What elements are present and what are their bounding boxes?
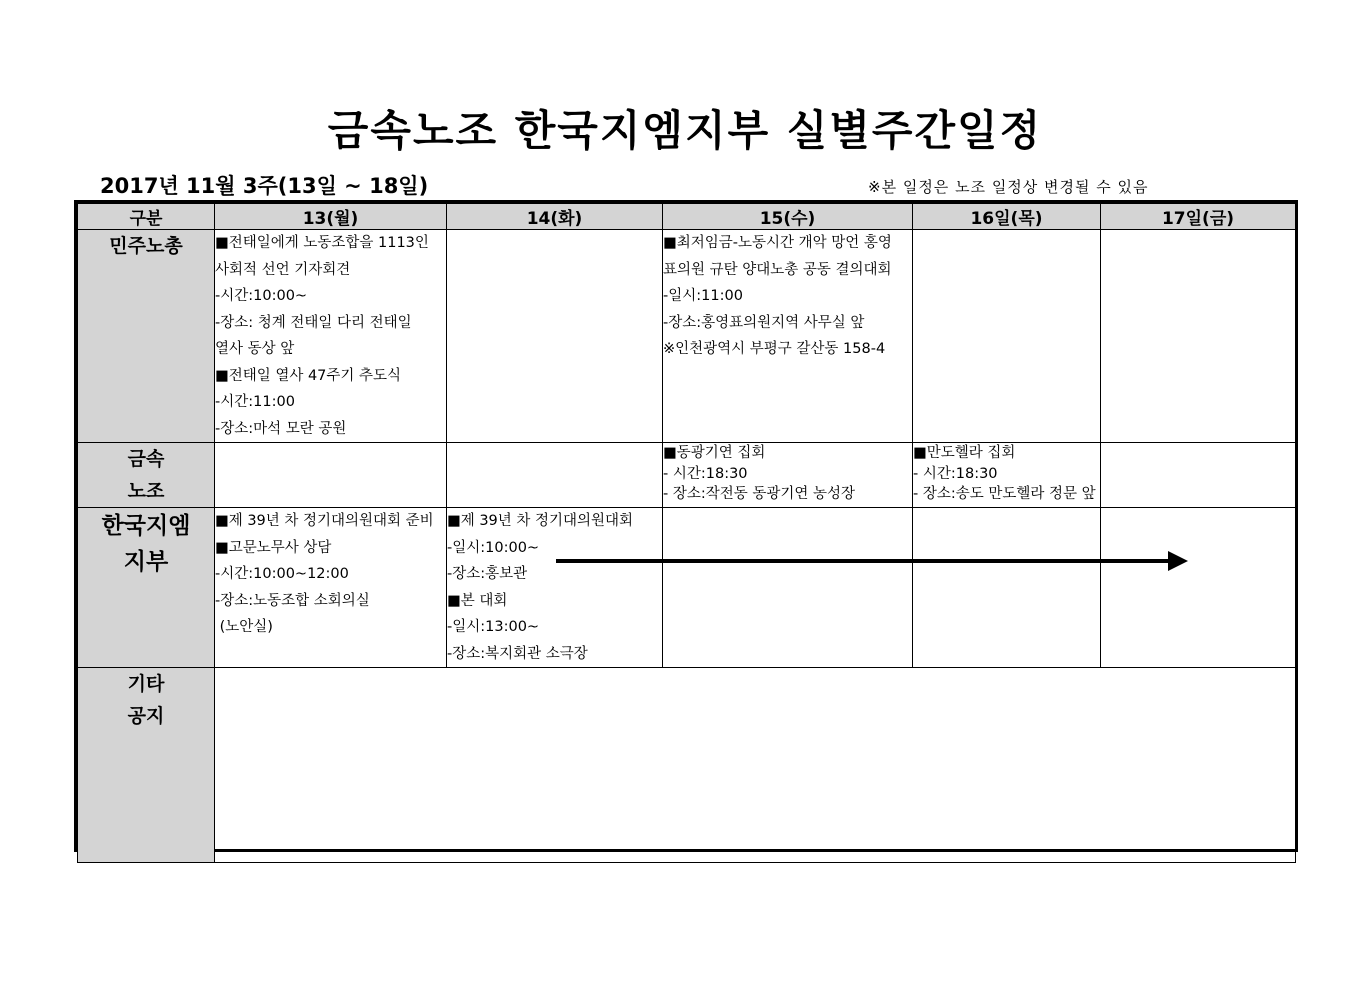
cell-kctu-16	[913, 230, 1101, 443]
row-label-line: 노조	[127, 480, 165, 502]
cell-kmwu-14	[447, 443, 663, 508]
event-line: -장소:복지회관 소극장	[447, 645, 588, 662]
header-day-16: 16일(목)	[913, 204, 1101, 230]
event-line: ■제 39년 차 정기대의원대회	[447, 513, 634, 529]
cell-other-notice	[215, 668, 1296, 863]
document-title: 금속노조 한국지엠지부 실별주간일정	[327, 106, 1043, 155]
event-line: -일시:10:00~	[447, 539, 540, 556]
event-line: -장소: 청계 전태일 다리 전태일	[215, 314, 412, 331]
cell-gm-14	[447, 508, 663, 668]
week-label: 2017년 11월 3주(13일 ~ 18일)	[100, 174, 429, 198]
event-line: - 시간:18:30	[913, 465, 998, 482]
event-line: -시간:11:00	[215, 394, 295, 410]
event-line: - 시간:18:30	[663, 465, 748, 482]
header-day-13: 13(월)	[215, 204, 447, 230]
event-line: - 장소:작전동 동광기연 농성장	[663, 486, 856, 502]
cell-kctu-15	[663, 230, 913, 443]
event-line: -장소:마석 모란 공원	[215, 420, 347, 437]
event-line: -시간:10:00~	[215, 288, 308, 304]
row-label-other-notice	[78, 668, 215, 863]
cell-kmwu-16	[913, 443, 1101, 508]
row-label-line: 금속	[127, 448, 165, 470]
cell-kmwu-15	[663, 443, 913, 508]
header-day-14: 14(화)	[447, 204, 663, 230]
row-label-line: 한국지엠	[101, 513, 191, 539]
event-line: -장소:홍영표의원지역 사무실 앞	[663, 314, 865, 331]
cell-kmwu-17	[1101, 443, 1296, 508]
schedule-change-note: ※본 일정은 노조 일정상 변경될 수 있음	[868, 178, 1149, 196]
event-line: - 장소:송도 만도헬라 정문 앞	[913, 486, 1096, 502]
event-line: ※인천광역시 부평구 갈산동 158-4	[663, 341, 886, 357]
event-line: 열사 동상 앞	[215, 341, 295, 357]
event-line: ■고문노무사 상담	[215, 539, 332, 556]
event-line: ■전태일 열사 47주기 추도식	[215, 367, 402, 384]
row-label-line: 기타	[127, 673, 165, 695]
row-other-notice	[78, 668, 1296, 863]
event-line: (노안실)	[215, 619, 273, 635]
event-line: ■전태일에게 노동조합을 1113인	[215, 235, 429, 251]
row-label-kctu	[78, 230, 215, 443]
event-line: ■제 39년 차 정기대의원대회 준비	[215, 513, 434, 529]
cell-gm-17	[1101, 508, 1296, 668]
event-line: ■동광기연 집회	[663, 445, 766, 461]
event-line: -장소:홍보관	[447, 566, 528, 582]
header-row	[78, 204, 1296, 230]
row-gm-korea-branch	[78, 508, 1296, 668]
event-line: 사회적 선언 기자회견	[215, 261, 351, 278]
cell-kmwu-13	[215, 443, 447, 508]
row-label-gm-korea-branch	[78, 508, 215, 668]
event-line: ■본 대회	[447, 592, 508, 609]
event-line: -시간:10:00~12:00	[215, 566, 349, 582]
weekly-schedule-table	[77, 203, 1296, 863]
header-category: 구분	[78, 204, 215, 230]
cell-gm-13	[215, 508, 447, 668]
event-line: -일시:11:00	[663, 288, 743, 304]
cell-kctu-13	[215, 230, 447, 443]
row-kmwu	[78, 443, 1296, 508]
cell-kctu-14	[447, 230, 663, 443]
event-line: -장소:노동조합 소회의실	[215, 592, 370, 609]
cell-kctu-17	[1101, 230, 1296, 443]
row-label-line: 공지	[127, 705, 165, 727]
event-line: ■만도헬라 집회	[913, 445, 1016, 461]
event-line: -일시:13:00~	[447, 619, 540, 635]
row-label-line: 민주노총	[109, 235, 183, 257]
event-line: 표의원 규탄 양대노총 공동 결의대회	[663, 261, 892, 278]
row-kctu	[78, 230, 1296, 443]
header-day-17: 17일(금)	[1101, 204, 1296, 230]
cell-gm-15	[663, 508, 913, 668]
cell-gm-16	[913, 508, 1101, 668]
row-label-kmwu	[78, 443, 215, 508]
row-label-line: 지부	[123, 549, 169, 575]
header-day-15: 15(수)	[663, 204, 913, 230]
event-line: ■최저임금-노동시간 개악 망언 홍영	[663, 235, 892, 251]
